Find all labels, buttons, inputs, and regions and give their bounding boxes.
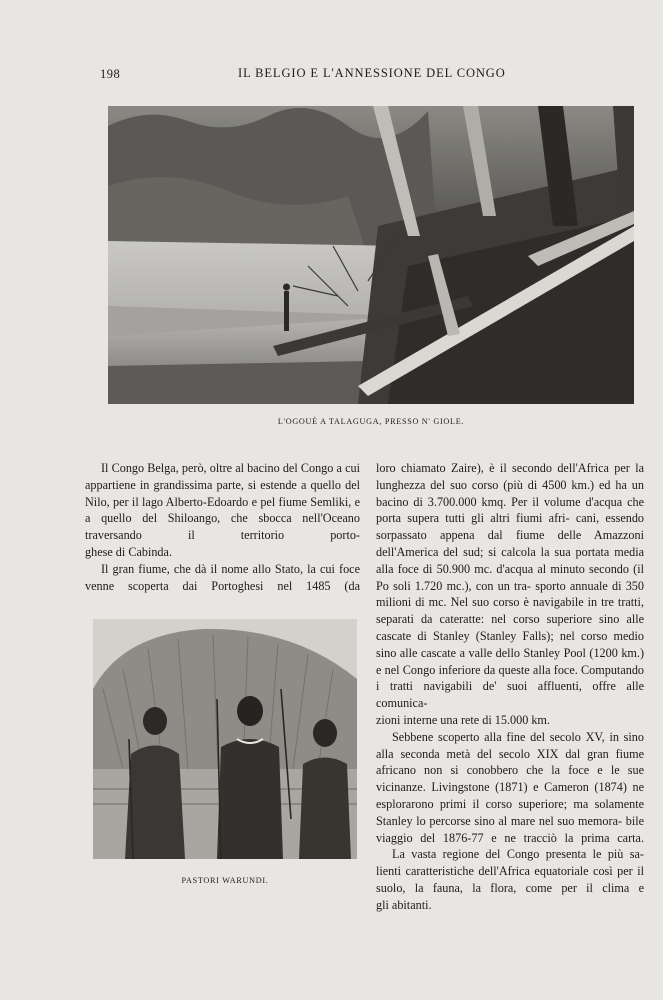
paragraph bbox=[376, 846, 644, 896]
right-column bbox=[376, 460, 644, 914]
text-line: portata media alla foce di 50.900 mc. d'acqua al bbox=[376, 544, 644, 576]
text-line: è navigabile in tre tratti, separati da cateratte: bbox=[376, 595, 644, 627]
text-line: sbocca nell'Oceano traversando il territorio porto- bbox=[85, 511, 360, 543]
text-line: sporto annuale di 350 milioni di mc. Nel suo corso bbox=[376, 578, 644, 610]
text-line: africano non si conobbero che la foce e le sue bbox=[376, 763, 644, 778]
page-number: 198 bbox=[100, 67, 121, 81]
warundi-photo bbox=[93, 619, 357, 859]
warundi-photo-image bbox=[93, 619, 357, 859]
river-photo-image bbox=[108, 106, 634, 404]
text-line: La vasta regione del Congo presenta le più sa- bbox=[392, 847, 644, 862]
text-line: zioni interne una rete di 15.000 km. bbox=[376, 712, 550, 727]
text-line: loro chiamato Zaire), è il secondo dell'Africa per bbox=[376, 461, 630, 475]
text-line: ghese di Cabinda. bbox=[85, 544, 172, 559]
paragraph-end bbox=[85, 544, 360, 561]
text-line: Il Congo Belga, però, oltre al bacino del Congo bbox=[101, 461, 334, 475]
bottom-photo-caption: PASTORI WARUNDI. bbox=[181, 876, 269, 885]
paragraph bbox=[376, 729, 644, 847]
paragraph bbox=[376, 460, 644, 712]
text-line: minuto secondo (il Po soli 1.720 mc.), con un tra- bbox=[376, 561, 644, 593]
text-line: a cui appartiene in grandissima parte, si estende bbox=[85, 461, 360, 492]
text-line: nel corso superiore sino alle cascate di Stanley bbox=[376, 612, 644, 643]
text-line: Il gran fiume, che dà il nome allo Stato, la cui bbox=[101, 561, 335, 576]
text-line: (Stanley Falls); nel corso medio sino alle cascate bbox=[376, 628, 645, 660]
text-line: navigabili de' suoi affluenti, offre alle comunica- bbox=[376, 679, 645, 711]
paragraph-end bbox=[376, 897, 644, 914]
text-line: vicinanze. Livingstone (1871) e Cameron (1874) ne bbox=[376, 780, 644, 795]
text-line: a valle dello Stanley Pool (1200 km.) e nel Congo bbox=[376, 645, 645, 677]
text-line: gli abitanti. bbox=[376, 897, 432, 912]
text-line: cani, essendo sorpassato appena dal fiume delle bbox=[376, 511, 645, 543]
text-line: ha un bacino di 3.700.000 kmq. Per il volume bbox=[376, 477, 644, 509]
text-line: foce venne scoperta dai Portoghesi nel 1485 (da bbox=[85, 561, 361, 593]
text-line: il suolo, la fauna, la flora, come per il clima e bbox=[376, 864, 644, 895]
text-line: a quello del Nilo, per il lago Alberto-Edoardo e bbox=[85, 477, 360, 509]
left-column bbox=[85, 460, 360, 594]
river-photo bbox=[108, 106, 634, 404]
text-line: d'acqua che porta supera tutti gli altri fiumi afri- bbox=[376, 494, 644, 526]
text-line: la lunghezza del suo corso (più di 4500 km.) ed bbox=[376, 461, 645, 492]
paragraph bbox=[85, 460, 360, 544]
paragraph-end bbox=[376, 712, 644, 729]
running-title: IL BELGIO E L'ANNESSIONE DEL CONGO bbox=[238, 66, 506, 80]
top-photo-caption: L'OGOUÈ A TALAGUGA, PRESSO N' GIOLE. bbox=[277, 417, 465, 426]
text-line: Stanley lo percorse sino al mare nel suo memora- bbox=[376, 813, 623, 828]
text-line: bile viaggio del 1876-77 e ne tracciò la prima carta. bbox=[376, 813, 645, 845]
paragraph bbox=[85, 561, 360, 595]
text-line: esplorarono primi il corso superiore; ma solamente bbox=[376, 796, 644, 811]
text-line: Sebbene scoperto alla fine del secolo XV, in sino bbox=[392, 729, 644, 744]
text-line: inferiore da queste alla foce. Computando i tratti bbox=[376, 662, 645, 694]
text-line: pel fiume Semliki, e a quello del Shiloango, che bbox=[85, 494, 360, 526]
text-line: lienti caratteristiche dell'Africa equatoriale così per bbox=[376, 864, 633, 879]
text-line: alla seconda metà del secolo XIX dal gran fiume bbox=[376, 746, 644, 761]
text-line: Amazzoni dell'America del sud; si calcola la sua bbox=[376, 528, 644, 559]
